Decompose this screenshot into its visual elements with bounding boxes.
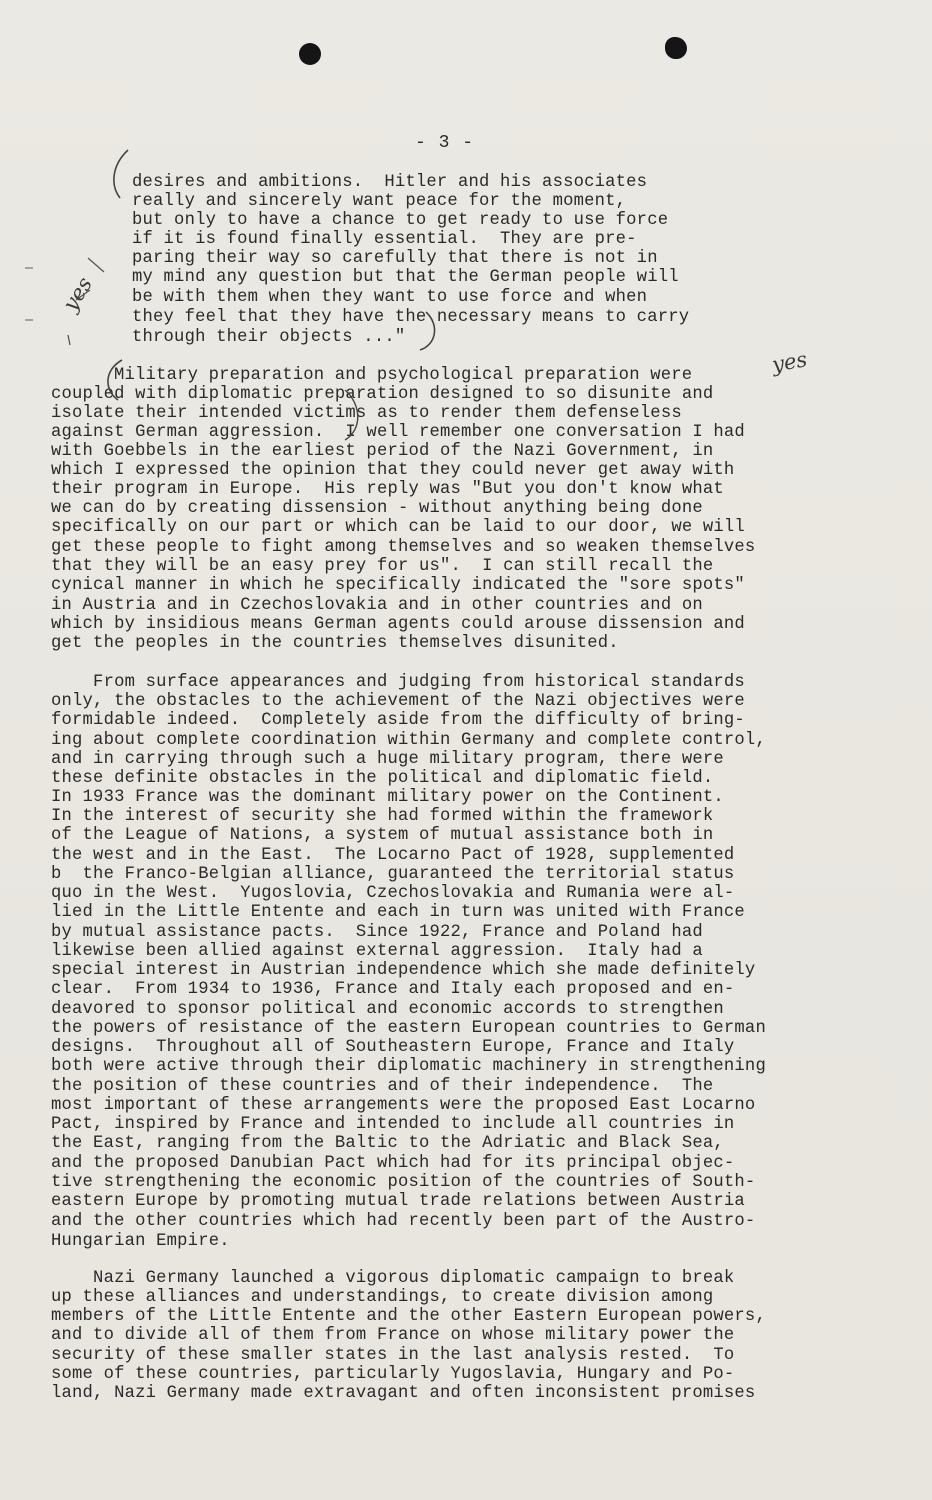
text-line: get these people to fight among themselves and so weaken themselves — [51, 538, 756, 557]
text-line: these definite obstacles in the political and diplomatic field. — [51, 769, 714, 788]
text-line: that they will be an easy prey for us". I can still recall the — [51, 557, 714, 576]
text-line: From surface appearances and judging from historical standards — [51, 673, 745, 692]
text-line: Military preparation and psychological preparation were — [114, 366, 693, 385]
text-line: isolate their intended victims as to render them defenseless — [51, 404, 682, 423]
text-line: some of these countries, particularly Yugoslavia, Hungary and Po- — [51, 1365, 735, 1384]
text-line: formidable indeed. Completely aside from the difficulty of bring- — [51, 711, 745, 730]
margin-dash — [25, 268, 33, 320]
margin-tick-lower — [68, 335, 70, 345]
bracket-open-quote — [114, 150, 128, 198]
text-line: cynical manner in which he specifically indicated the "sore spots" — [51, 576, 745, 595]
text-line: In the interest of security she had formed within the framework — [51, 807, 714, 826]
text-line: special interest in Austrian independence which she made definitely — [51, 961, 756, 980]
text-line: specifically on our part or which can be laid to our door, we will — [51, 518, 745, 537]
text-line: which I expressed the opinion that they could never get away with — [51, 461, 735, 480]
text-line: of the League of Nations, a system of mutual assistance both in — [51, 826, 714, 845]
text-line: the position of these countries and of their independence. The — [51, 1077, 714, 1096]
punch-hole-left — [299, 43, 321, 65]
text-line: coupled with diplomatic preparation designed to so disunite and — [51, 385, 714, 404]
text-line: likewise been allied against external aggression. Italy had a — [51, 942, 703, 961]
text-line: up these alliances and understandings, to create division among — [51, 1288, 714, 1307]
text-line: only, the obstacles to the achievement of the Nazi objectives were — [51, 692, 745, 711]
margin-note-left: yes — [58, 272, 98, 316]
text-line: Pact, inspired by France and intended to include all countries in — [51, 1115, 735, 1134]
text-line: get the peoples in the countries themselves disunited. — [51, 634, 619, 653]
text-line: if it is found finally essential. They are pre- — [132, 230, 637, 249]
text-line: b the Franco-Belgian alliance, guaranteed the territorial status — [51, 865, 735, 884]
text-line: the powers of resistance of the eastern European countries to German — [51, 1019, 766, 1038]
text-line: and to divide all of them from France on whose military power the — [51, 1326, 735, 1345]
text-line: the East, ranging from the Baltic to the Adriatic and Black Sea, — [51, 1134, 724, 1153]
text-line: against German aggression. I well remember one conversation I had — [51, 423, 745, 442]
text-line: in Austria and in Czechoslovakia and in other countries and on — [51, 596, 703, 615]
text-line: both were active through their diplomatic machinery in strengthening — [51, 1057, 766, 1076]
text-line: Nazi Germany launched a vigorous diplomatic campaign to break — [51, 1269, 735, 1288]
text-line: desires and ambitions. Hitler and his associates — [132, 173, 648, 192]
text-line: tive strengthening the economic position of the countries of South- — [51, 1173, 756, 1192]
text-line: really and sincerely want peace for the moment, — [132, 192, 627, 211]
text-line: designs. Throughout all of Southeastern Europe, France and Italy — [51, 1038, 735, 1057]
text-line: by mutual assistance pacts. Since 1922, France and Poland had — [51, 923, 703, 942]
text-line: most important of these arrangements were the proposed East Locarno — [51, 1096, 756, 1115]
text-line: with Goebbels in the earliest period of the Nazi Government, in — [51, 442, 714, 461]
text-line: lied in the Little Entente and each in turn was united with France — [51, 903, 745, 922]
text-line: security of these smaller states in the last analysis rested. To — [51, 1346, 735, 1365]
text-line: Hungarian Empire. — [51, 1232, 230, 1251]
text-line: we can do by creating dissension - without anything being done — [51, 499, 703, 518]
text-line: and in carrying through such a huge military program, there were — [51, 750, 724, 769]
margin-note-right: yes — [770, 347, 809, 377]
text-line: eastern Europe by promoting mutual trade relations between Austria — [51, 1192, 745, 1211]
text-line: land, Nazi Germany made extravagant and often inconsistent promises — [51, 1384, 756, 1403]
text-line: be with them when they want to use force and when — [132, 288, 648, 307]
text-line: paring their way so carefully that there is not in — [132, 249, 658, 268]
text-line: their program in Europe. His reply was "But you don't know what — [51, 480, 724, 499]
text-line: my mind any question but that the German people will — [132, 268, 679, 287]
text-line: clear. From 1934 to 1936, France and Italy each proposed and en- — [51, 980, 735, 999]
text-line: which by insidious means German agents could arouse dissension and — [51, 615, 745, 634]
text-line: the west and in the East. The Locarno Pact of 1928, supplemented — [51, 846, 735, 865]
text-line: ing about complete coordination within Germany and complete control, — [51, 731, 766, 750]
text-line: they feel that they have the necessary means to carry — [132, 308, 690, 327]
text-line: deavored to sponsor political and economic accords to strengthen — [51, 1000, 724, 1019]
text-line: through their objects ..." — [132, 328, 406, 347]
text-line: and the proposed Danubian Pact which had for its principal objec- — [51, 1154, 735, 1173]
text-line: members of the Little Entente and the other Eastern European powers, — [51, 1307, 766, 1326]
page-number: - 3 - — [415, 133, 475, 153]
text-line: quo in the West. Yugoslovia, Czechoslovakia and Rumania were al- — [51, 884, 735, 903]
text-line: but only to have a chance to get ready to use force — [132, 211, 669, 230]
text-line: In 1933 France was the dominant military power on the Continent. — [51, 788, 724, 807]
text-line: and the other countries which had recently been part of the Austro- — [51, 1212, 756, 1231]
punch-hole-right — [665, 37, 687, 59]
